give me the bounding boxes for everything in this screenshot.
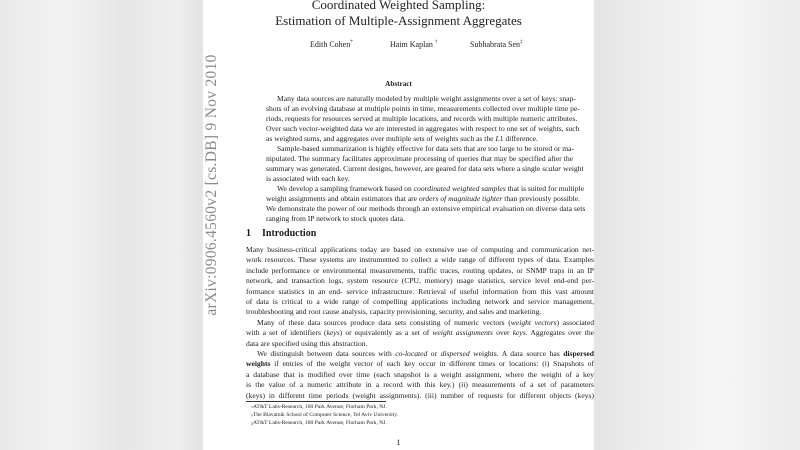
footnote-mark: † — [251, 413, 253, 418]
text-line — [246, 287, 594, 296]
text-line — [266, 164, 584, 173]
italic-text: co-located — [395, 349, 428, 358]
arxiv-identifier-stamp: arXiv:0906.4560v2 [cs.DB] 9 Nov 2010 — [203, 54, 220, 316]
footnote — [251, 412, 398, 419]
text-segment: include performance or environmental measurements, traffic traces, routing updates, or SNMP traps in an IP — [246, 265, 594, 275]
text-line — [246, 318, 594, 327]
text-segment: Sample-based summarization is highly effective for data sets that are too large to be stored or ma- — [277, 144, 575, 153]
text-segment: Over such vector-weighted data we are interested in aggregates with respect to one set of weights, such — [266, 124, 580, 133]
text-segment: We demonstrate the power of our methods through an extensive empirical evaluation on diverse data sets — [266, 204, 586, 213]
author-name: Edith Cohen — [310, 40, 351, 49]
text-segment: is the value of a numeric attribute in a record with this key.) (ii) measurements of a set of parameters — [246, 380, 594, 390]
footnote-mark: * — [251, 405, 253, 410]
author-name: Subhabrata Sen — [470, 40, 520, 49]
text-segment: riods, requests for resources served at multiple locations, and records with multiple numeric attributes. — [266, 114, 578, 123]
footnote-text: AT&T Labs-Research, 180 Park Avenue, Florham Park, NJ. — [253, 420, 387, 426]
text-segment: shots of an evolving database at multiple points in time, measurements collected over multiple time pe- — [266, 104, 580, 113]
text-segment: summary was generated. Current designs, however, are geared for data sets where a single — [266, 164, 543, 173]
text-segment: 1 difference. — [499, 134, 538, 143]
text-line — [246, 276, 594, 285]
page-number: 1 — [396, 438, 401, 447]
text-line — [266, 94, 576, 103]
text-segment: weight — [561, 164, 584, 173]
italic-text: keys — [512, 328, 526, 338]
text-segment: . Aggregates over the — [525, 328, 594, 338]
text-line — [266, 174, 573, 183]
text-segment: We distinguish between data sources with — [257, 349, 396, 358]
text-segment: that is suited for multiple — [505, 184, 585, 193]
text-line — [246, 359, 594, 368]
italic-text: weight vectors — [510, 317, 557, 327]
text-segment: network, and transaction logs, system resource (CPU, memory) usage statistics, service level end-end per- — [246, 276, 594, 286]
italic-text: L — [495, 134, 500, 143]
text-line — [246, 307, 594, 316]
text-segment: ) associated — [556, 317, 594, 327]
text-segment: (keys) in different time periods (weight assignments). (iii) number of requests for different objects (keys) — [246, 390, 594, 400]
text-line — [246, 391, 594, 400]
text-segment: ranging from IP network to stock quotes data. — [266, 214, 405, 223]
text-line — [266, 134, 573, 143]
section-number: 1 — [246, 228, 251, 239]
footnote-text: The Blavatnik School of Computer Science, Tel Aviv University. — [253, 412, 399, 418]
footnote — [251, 420, 387, 427]
text-segment: Many business-critical applications today are based on extensive use of computing and communication net- — [246, 245, 594, 254]
italic-text: weight assignments — [432, 328, 493, 338]
author — [470, 40, 523, 49]
text-line — [266, 194, 580, 203]
text-segment: troubleshooting and root cause analysis, capacity provisioning, security, and sales and marketing. — [246, 307, 542, 317]
text-segment: if entries of the weight vector of each key occur in different times or locations: (i) Snapshots of — [270, 359, 594, 369]
text-segment: Many of these data sources produce data sets consisting of numeric vectors ( — [257, 317, 511, 327]
bold-text: dispersed — [563, 349, 594, 358]
section-heading-introduction — [246, 228, 316, 239]
text-line — [246, 245, 594, 254]
text-segment: than previously possible. — [502, 194, 580, 203]
text-line — [246, 266, 594, 275]
text-line — [246, 339, 594, 348]
author — [390, 40, 437, 49]
text-line — [246, 349, 594, 358]
text-line — [246, 370, 594, 379]
footnote-divider — [246, 401, 386, 402]
text-line — [266, 214, 573, 223]
text-line — [266, 124, 580, 133]
text-line — [266, 114, 578, 123]
text-segment: is associated with each key. — [266, 174, 350, 183]
text-segment: over — [492, 328, 513, 338]
text-segment: a database that is modified over time (each snapshot is a weight assignment, where the weight of a key — [246, 369, 594, 379]
text-segment: formance statistics in an end- service infrastructure. Retrieval of useful information from this vast amount — [246, 286, 594, 296]
author-footnote-mark: * — [350, 40, 353, 45]
abstract-heading: Abstract — [385, 80, 412, 88]
text-line — [246, 297, 594, 306]
text-segment: work resources. These systems are instrumented to collect a wide range of different types of data. Examples — [246, 255, 594, 265]
italic-text: dispersed — [440, 349, 470, 358]
text-segment: ) or equivalently as a set of — [339, 328, 433, 338]
text-line — [266, 144, 573, 153]
text-line — [266, 184, 585, 193]
text-segment: with a set of identifiers ( — [246, 328, 327, 338]
footnote-mark: ‡ — [251, 421, 253, 426]
italic-text: scalar — [542, 164, 562, 173]
text-segment: data are specified using this abstraction. — [246, 338, 368, 348]
text-line — [246, 328, 594, 337]
author — [310, 40, 353, 49]
footnote — [251, 404, 387, 411]
footnote-text: AT&T Labs-Research, 180 Park Avenue, Florham Park, NJ. — [253, 404, 387, 410]
italic-text: coordinated weighted samples — [413, 184, 506, 193]
italic-text: keys — [326, 328, 340, 338]
author-footnote-mark: † — [434, 40, 438, 45]
paper-title-line-2: Estimation of Multiple-Assignment Aggregates — [275, 13, 522, 28]
author-footnote-mark: ‡ — [520, 40, 523, 45]
text-segment: weight assignments and obtain estimators that are — [266, 194, 419, 203]
author-name: Haim Kaplan — [390, 40, 433, 49]
text-segment: as weighted sums, and aggregates over multiple sets of weights such as the — [266, 134, 496, 143]
text-segment: We develop a sampling framework based on — [277, 184, 414, 193]
text-line — [266, 154, 573, 163]
section-title: Introduction — [262, 228, 317, 239]
text-line — [246, 255, 594, 264]
text-segment: or — [427, 349, 441, 358]
paper-title-line-1: Coordinated Weighted Sampling: — [311, 0, 486, 12]
text-segment: of data is critical to a wide range of compelling applications including network and service management, — [246, 297, 594, 306]
text-segment: nipulated. The summary facilitates approximate processing of queries that may be specified after the — [266, 154, 573, 163]
text-line — [266, 104, 580, 113]
text-segment: weights. A data source has — [469, 349, 564, 358]
text-segment: Many data sources are naturally modeled by multiple weight assignments over a set of keys: snap- — [277, 94, 576, 103]
text-line — [246, 380, 594, 389]
italic-text: orders of magnitude tighter — [418, 194, 503, 203]
bold-text: weights — [246, 359, 271, 369]
paper-page — [203, 0, 594, 450]
text-line — [266, 204, 586, 213]
